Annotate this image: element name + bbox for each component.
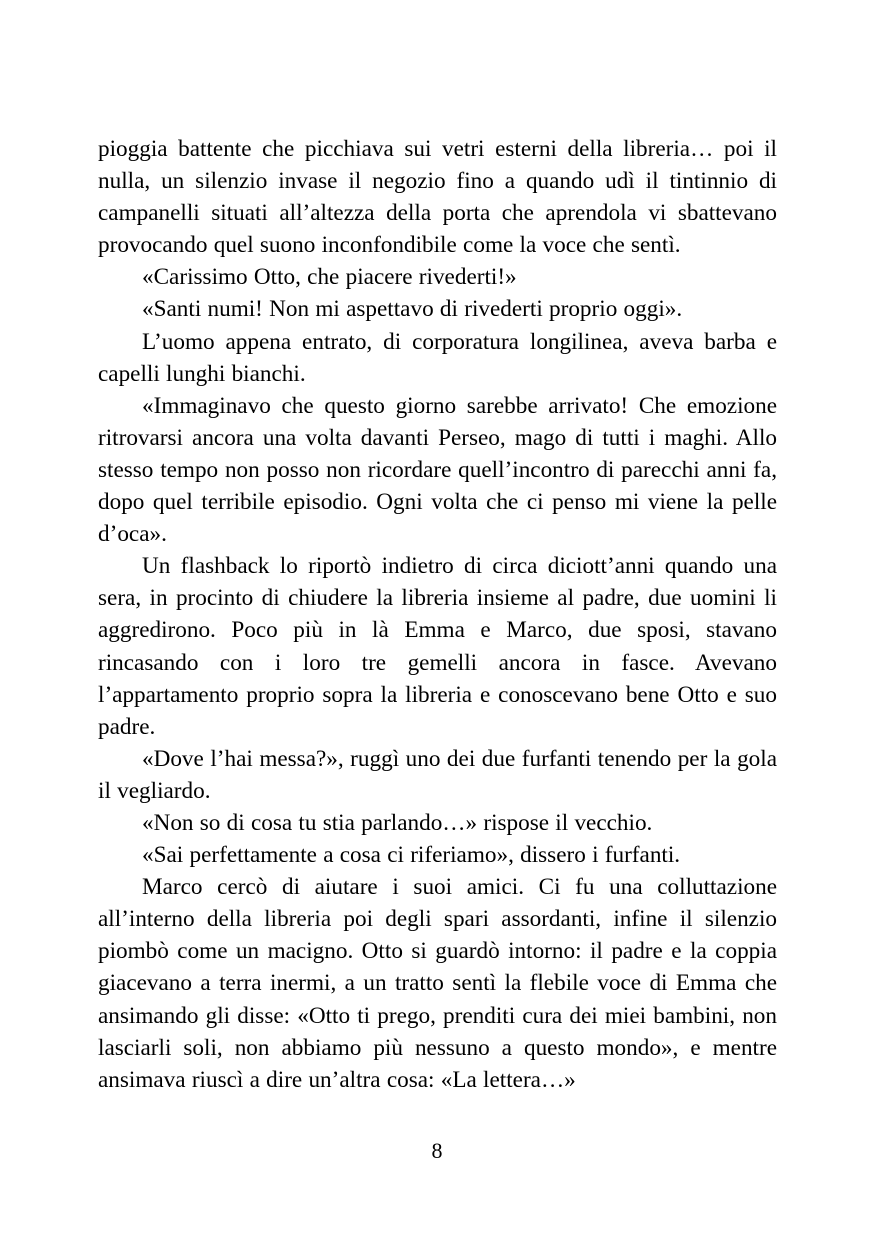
page-number: 8: [431, 1138, 443, 1163]
paragraph-6: Un flashback lo riportò indietro di circa diciott’anni quando una sera, in procinto di chiudere la libreria insieme al padre, due uomini li aggredirono. Poco più in là Emma e Marco, due sposi, stavano rincasando con i loro tre gemelli ancora in fasce. Avevano l’appartamento proprio sopra la libreria e conoscevano bene Otto e suo padre.: [98, 553, 777, 740]
paragraph-3: «Santi numi! Non mi aspettavo di rivederti proprio oggi».: [142, 296, 683, 323]
paragraph-2: «Carissimo Otto, che piacere rivederti!»: [142, 264, 517, 291]
paragraph-9: «Sai perfettamente a cosa ci riferiamo», dissero i furfanti.: [142, 842, 681, 869]
paragraph-5: «Immaginavo che questo giorno sarebbe arrivato! Che emozione ritrovarsi ancora una volta davanti Perseo, mago di tutti i maghi. Allo stesso tempo non posso non ricordare quell’incontro di parecchi anni fa, dopo quel terribile episodio. Ogni volta che ci penso mi viene la pelle d’oca».: [98, 392, 777, 548]
paragraph-8: «Non so di cosa tu stia parlando…» rispose il vecchio.: [142, 809, 653, 836]
page-text-block: [98, 133, 777, 1096]
paragraph-10: Marco cercò di aiutare i suoi amici. Ci fu una colluttazione all’interno della libreria poi degli spari assordanti, infine il silenzio piombò come un macigno. Otto si guardò intorno: il padre e la coppia giacevano a terra inermi, a un tratto sentì la flebile voce di Emma che ansimando gli disse: «Otto ti prego, prenditi cura dei miei bambini, non lasciarli soli, non abbiamo più nessuno a questo mondo», e mentre ansimava riuscì a dire un’altra cosa: «La lettera…»: [98, 874, 777, 1093]
paragraph-7: «Dove l’hai messa?», ruggì uno dei due furfanti tenendo per la gola il vegliardo.: [98, 745, 777, 804]
paragraph-4: L’uomo appena entrato, di corporatura longilinea, aveva barba e capelli lunghi bianchi.: [98, 328, 777, 387]
paragraph-1: pioggia battente che picchiava sui vetri esterni della libreria… poi il nulla, un silenzio invase il negozio fino a quando udì il tintinnio di campanelli situati all’altezza della porta che aprendola vi sbattevano provocando quel suono inconfondibile come la voce che sentì.: [98, 136, 777, 259]
